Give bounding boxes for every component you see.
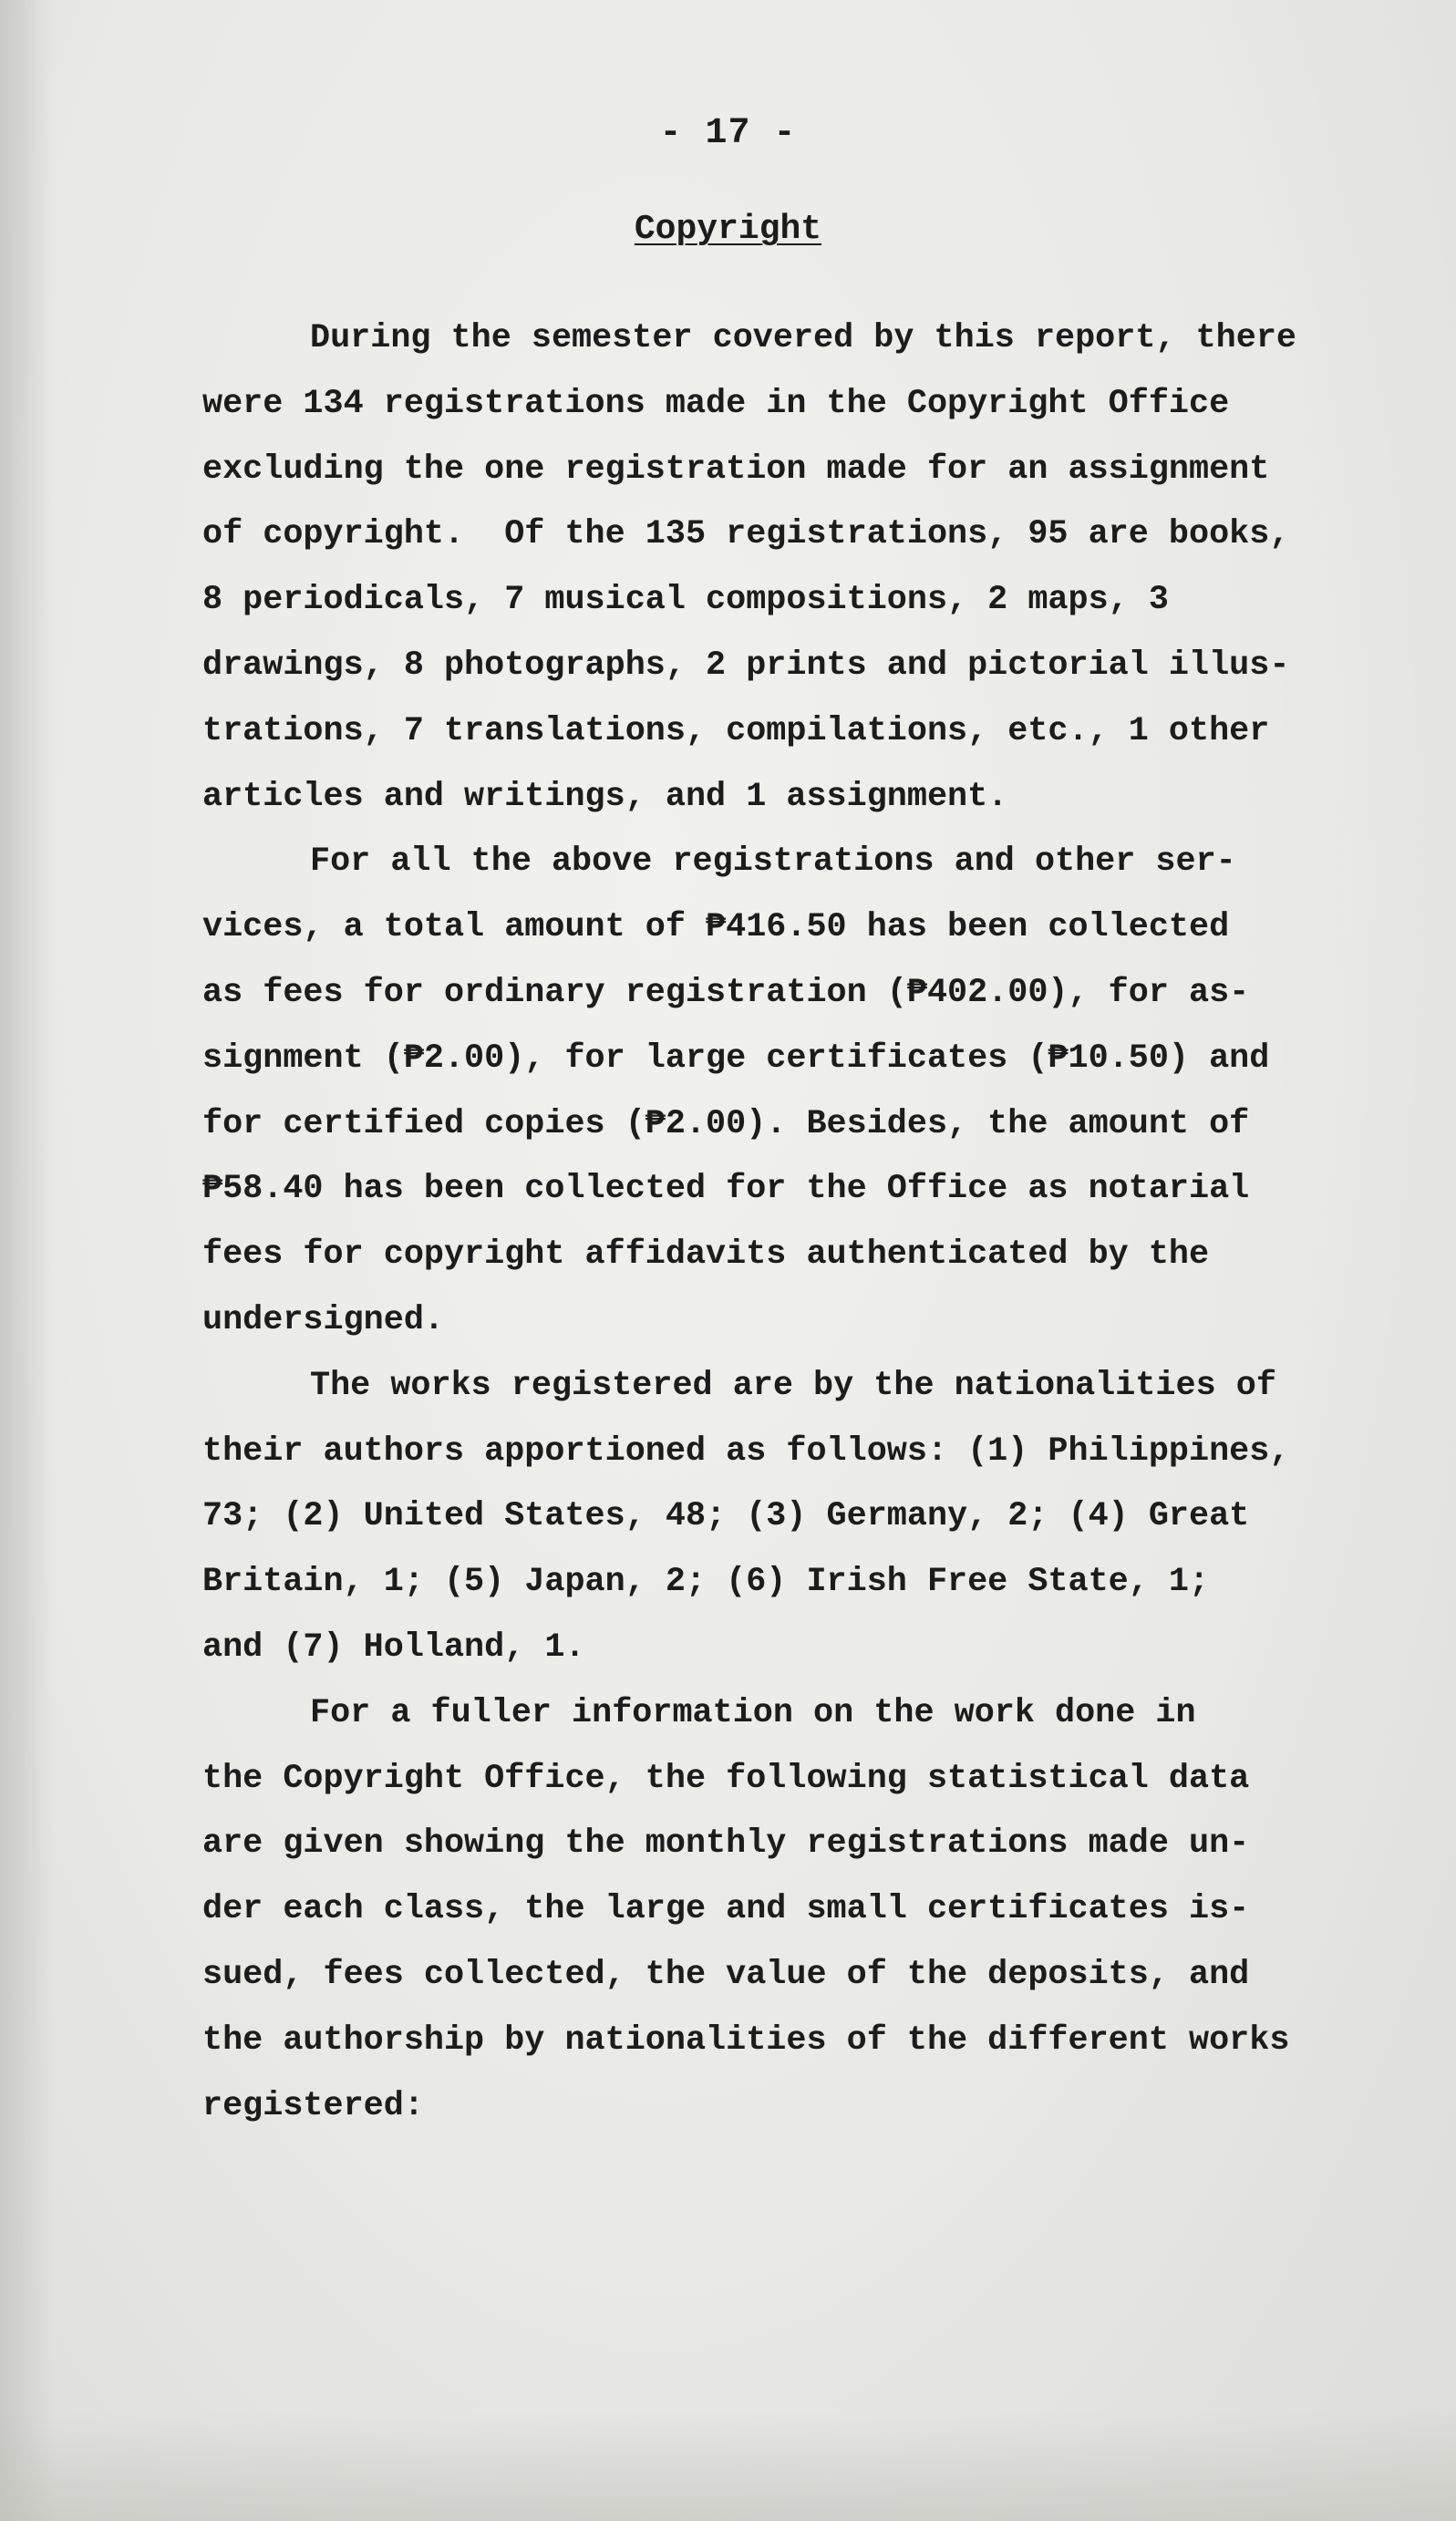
paragraph-line: and (7) Holland, 1. (202, 1627, 585, 1667)
paragraph-line: of copyright. Of the 135 registrations, 95 are books, (202, 515, 1290, 554)
paragraph-line: sued, fees collected, the value of the deposits, and (202, 1955, 1250, 1994)
paragraph-line: excluding the one registration made for an assignment (202, 449, 1270, 489)
paragraph-line: For all the above registrations and other ser- (310, 842, 1236, 882)
body-text (202, 306, 1351, 2139)
paragraph-line: signment (₱2.00), for large certificates (₱10.50) and (202, 1038, 1270, 1078)
paragraph-line: were 134 registrations made in the Copyright Office (202, 384, 1230, 423)
paragraph-line: are given showing the monthly registrations made un- (202, 1824, 1250, 1864)
paragraph-line: the authorship by nationalities of the different works (202, 2020, 1290, 2060)
paragraph-line: During the semester covered by this report, there (310, 319, 1297, 357)
section-heading-text: Copyright (634, 210, 822, 249)
paragraph-line: 8 periodicals, 7 musical compositions, 2 maps, 3 (202, 581, 1169, 620)
paragraph-line: fees for copyright affidavits authenticated by the (202, 1235, 1210, 1275)
paragraph-line: for certified copies (₱2.00). Besides, the amount of (202, 1104, 1250, 1143)
paragraph-line: der each class, the large and small certificates is- (202, 1890, 1250, 1929)
paragraph-line: trations, 7 translations, compilations, etc., 1 other (202, 711, 1270, 750)
paragraph-line: 73; (2) United States, 48; (3) Germany, 2; (4) Great (202, 1497, 1250, 1536)
section-heading (0, 210, 1456, 249)
paragraph-line: as fees for ordinary registration (₱402.00), for as- (202, 973, 1250, 1012)
scan-bottom-shadow (0, 2412, 1456, 2521)
paragraph-line: undersigned. (202, 1300, 444, 1339)
paragraph-line: registered: (202, 2086, 424, 2125)
paragraph-line: ₱58.40 has been collected for the Office as notarial (202, 1170, 1250, 1209)
paragraph-line: Britain, 1; (5) Japan, 2; (6) Irish Free State, 1; (202, 1563, 1210, 1602)
paragraph-line: The works registered are by the nationalities of (310, 1366, 1276, 1405)
paragraph-line: For a fuller information on the work done in (310, 1693, 1196, 1732)
paragraph-line: drawings, 8 photographs, 2 prints and pictorial illus- (202, 646, 1290, 685)
scan-left-edge-shadow (0, 0, 55, 2521)
paragraph-line: the Copyright Office, the following statistical data (202, 1759, 1250, 1798)
paragraph-line: their authors apportioned as follows: (1) Philippines, (202, 1431, 1290, 1471)
page-number: - 17 - (659, 113, 797, 154)
paragraph-line: vices, a total amount of ₱416.50 has been collected (202, 908, 1230, 947)
paragraph-line: articles and writings, and 1 assignment. (202, 777, 1008, 816)
